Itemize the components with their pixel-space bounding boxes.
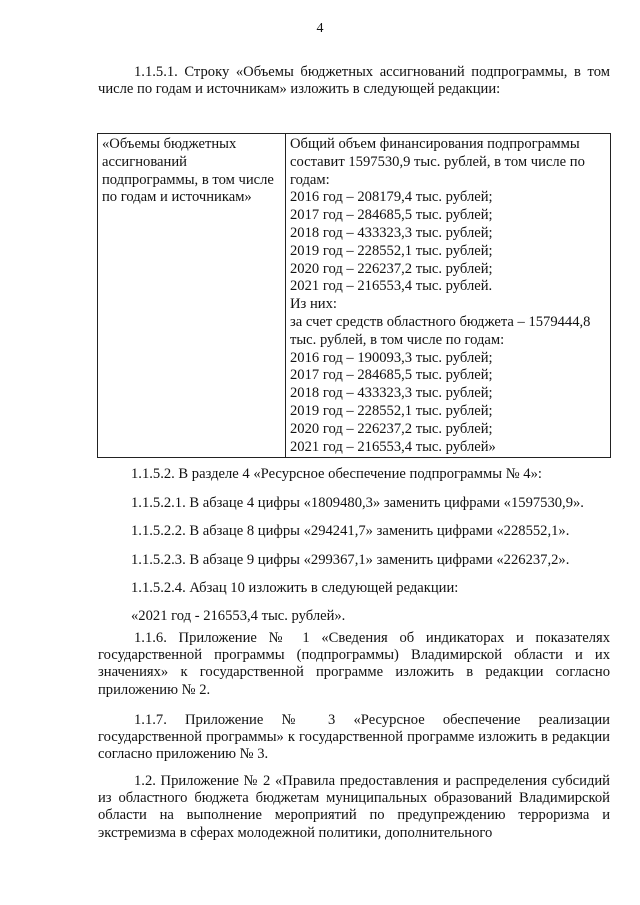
table-line: 2017 год – 284685,5 тыс. рублей;	[290, 207, 493, 224]
intro-paragraph: 1.1.5.1. Строку «Объемы бюджетных ассигнований подпрограммы, в том числе по годам и источникам» изложить в следующей редакции:	[98, 64, 610, 98]
paragraph-1-1-6: 1.1.6. Приложение № 1 «Сведения об индикаторах и показателях государственной программы (подпрограммы) Владимирской области и их значениях» к государственной программе изложить в редакции согласно приложению № 2.	[98, 630, 610, 698]
page-number: 4	[316, 21, 324, 36]
paragraph-1-1-5-2-3: 1.1.5.2.3. В абзаце 9 цифры «299367,1» заменить цифрами «226237,2».	[131, 552, 570, 568]
table-line: 2019 год – 228552,1 тыс. рублей;	[290, 402, 493, 419]
table-line: 2020 год – 226237,2 тыс. рублей;	[290, 420, 493, 437]
budget-table-value-cell	[286, 134, 611, 458]
table-line: 2019 год – 228552,1 тыс. рублей;	[290, 242, 493, 259]
paragraph-1-2: 1.2. Приложение № 2 «Правила предоставления и распределения субсидий из областного бюджета бюджетам муниципальных образований Владимирской области на выполнение мероприятий по предупреждению терроризма и экстремизма в сферах молодежной политики, дополнительного	[98, 773, 610, 841]
table-line: Из них:	[290, 296, 337, 313]
paragraph-1-1-5-2-4: 1.1.5.2.4. Абзац 10 изложить в следующей редакции:	[131, 580, 459, 596]
table-line: составит 1597530,9 тыс. рублей, в том числе по	[290, 153, 585, 170]
paragraph-1-1-5-2-1: 1.1.5.2.1. В абзаце 4 цифры «1809480,3» заменить цифрами «1597530,9».	[131, 495, 584, 511]
table-line: Общий объем финансирования подпрограммы	[290, 136, 580, 152]
table-line: тыс. рублей, в том числе по годам:	[290, 331, 505, 348]
table-line: 2018 год – 433323,3 тыс. рублей;	[290, 385, 493, 402]
table-line: 2021 год – 216553,4 тыс. рублей.	[290, 278, 493, 295]
paragraph-1-1-5-2-2: 1.1.5.2.2. В абзаце 8 цифры «294241,7» заменить цифрами «228552,1».	[131, 523, 570, 539]
table-line: 2018 год – 433323,3 тыс. рублей;	[290, 224, 493, 241]
budget-table-row	[98, 134, 611, 458]
table-line: 2016 год – 190093,3 тыс. рублей;	[290, 349, 493, 366]
paragraph-1-1-5-2: 1.1.5.2. В разделе 4 «Ресурсное обеспечение подпрограммы № 4»:	[131, 466, 542, 482]
budget-table-label-cell: «Объемы бюджетных ассигнований подпрограммы, в том числе по годам и источникам»	[98, 134, 286, 458]
table-line: годам:	[290, 171, 330, 188]
paragraph-1-1-7: 1.1.7. Приложение № 3 «Ресурсное обеспечение реализации государственной программы» к государственной программе изложить в редакции согласно приложению № 3.	[98, 712, 610, 763]
quote-2021: «2021 год - 216553,4 тыс. рублей».	[131, 608, 346, 624]
table-line: 2021 год – 216553,4 тыс. рублей»	[290, 438, 496, 455]
budget-table	[97, 133, 611, 458]
table-line: 2016 год – 208179,4 тыс. рублей;	[290, 189, 493, 206]
table-line: за счет средств областного бюджета – 1579444,8	[290, 313, 591, 330]
table-line: 2017 год – 284685,5 тыс. рублей;	[290, 367, 493, 384]
table-line: 2020 год – 226237,2 тыс. рублей;	[290, 260, 493, 277]
